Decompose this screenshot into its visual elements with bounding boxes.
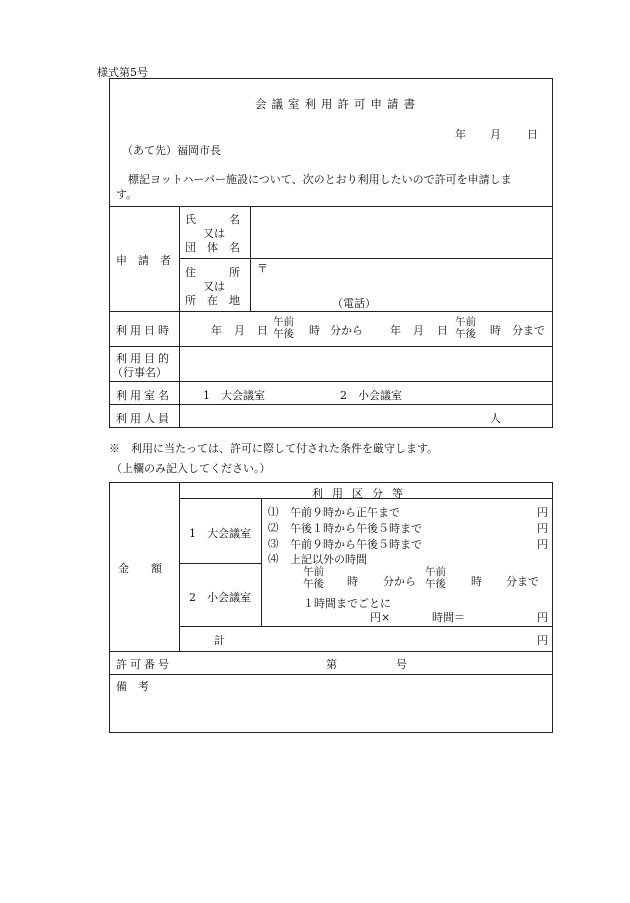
- fee-header: 利用区分等: [312, 487, 412, 500]
- fee-room-small: 2 小会議室: [189, 591, 251, 604]
- phone-label: （電話）: [332, 297, 376, 310]
- compliance-note: ※ 利用に当たっては、許可に際して付された条件を厳守します。: [109, 442, 439, 455]
- address-label-2: 又は: [203, 280, 225, 293]
- start-pm: 午後: [273, 328, 294, 340]
- divider: [179, 258, 553, 259]
- purpose-field[interactable]: [182, 348, 552, 380]
- start-month: 月: [234, 324, 245, 337]
- addressee: （あて先）福岡市長: [122, 144, 221, 157]
- fee-item-unit: 円: [537, 522, 548, 535]
- divider: [179, 626, 553, 627]
- fee-item-number: ⑷: [268, 553, 279, 565]
- name-label-1: 氏 名: [185, 213, 240, 226]
- name-label-3: 団 体 名: [185, 241, 240, 254]
- date-day: 日: [527, 128, 538, 141]
- persons-label: 利用人員: [116, 412, 172, 425]
- permit-dai: 第: [326, 658, 337, 671]
- purpose-label-1: 利用目的: [116, 352, 172, 365]
- fee-end-ampm: [425, 566, 446, 590]
- total-label: 計: [214, 634, 225, 647]
- date-month: 月: [490, 128, 501, 141]
- end-hour: 時: [490, 324, 501, 337]
- end-day: 日: [437, 324, 448, 337]
- fee-label: 金 額: [118, 562, 162, 575]
- divider: [110, 206, 553, 207]
- start-year: 年: [211, 324, 222, 337]
- divider: [110, 311, 553, 312]
- divider: [179, 563, 261, 564]
- divider: [110, 404, 553, 405]
- name-field[interactable]: [252, 208, 552, 257]
- hours-equals: 時間＝: [432, 611, 465, 624]
- fee-end-minute: 分まで: [506, 575, 539, 588]
- fee-start-minute: 分から: [383, 575, 416, 588]
- start-am: 午前: [273, 316, 294, 328]
- purpose-label-2: （行事名）: [112, 366, 167, 379]
- permit-label: 許可番号: [116, 658, 172, 671]
- fee-end-am: 午前: [425, 566, 446, 578]
- form-title: 会議室利用許可申請書: [255, 97, 420, 111]
- fee-item-unit: 円: [537, 506, 548, 519]
- fee-start-am: 午前: [303, 566, 324, 578]
- address-field[interactable]: [252, 260, 552, 310]
- address-label-3: 所 在 地: [185, 294, 240, 307]
- end-year: 年: [390, 324, 401, 337]
- divider: [110, 651, 553, 652]
- start-day: 日: [257, 324, 268, 337]
- date-year: 年: [455, 128, 466, 141]
- form-number: 様式第5号: [97, 66, 148, 79]
- room-option-large[interactable]: 1 大会議室: [203, 389, 265, 402]
- fee-room-large: 1 大会議室: [189, 527, 251, 540]
- fee-end-pm: 午後: [425, 578, 446, 590]
- end-month: 月: [413, 324, 424, 337]
- fee-item-number: ⑶: [268, 538, 279, 550]
- fee-end-hour: 時: [471, 575, 482, 588]
- divider: [261, 498, 262, 626]
- fill-note: （上欄のみ記入してください。）: [111, 462, 271, 475]
- fee-item-text: 午後１時から午後５時まで: [290, 522, 422, 535]
- fee-item-text: 上記以外の時間: [290, 553, 367, 566]
- postal-mark: 〒: [257, 262, 268, 275]
- fee-item-text: 午前９時から正午まで: [290, 506, 400, 519]
- fee-item-number: ⑴: [268, 506, 279, 518]
- start-minute: 分から: [330, 324, 363, 337]
- divider: [110, 674, 553, 675]
- yen-times: 円×: [370, 611, 391, 624]
- remarks-field[interactable]: [112, 694, 550, 730]
- total-unit: 円: [537, 634, 548, 647]
- per-hour-text: １時間までごとに: [303, 597, 391, 610]
- fee-start-pm: 午後: [303, 578, 324, 590]
- end-minute: 分まで: [512, 324, 545, 337]
- divider: [110, 346, 553, 347]
- fee-item-number: ⑵: [268, 522, 279, 534]
- name-label-2: 又は: [203, 227, 225, 240]
- start-hour: 時: [309, 324, 320, 337]
- intro-text-line2: す。: [116, 188, 138, 201]
- end-pm: 午後: [455, 328, 476, 340]
- fee-item-text: 午前９時から午後５時まで: [290, 538, 422, 551]
- fee-start-ampm: [303, 566, 324, 590]
- divider: [179, 206, 180, 428]
- datetime-label: 利用日時: [116, 324, 172, 337]
- fee-item-unit: 円: [537, 611, 548, 624]
- persons-unit: 人: [490, 412, 501, 425]
- end-am: 午前: [455, 316, 476, 328]
- intro-text-line1: 標記ヨットハーバー施設について、次のとおり利用したいので許可を申請しま: [128, 173, 512, 186]
- end-ampm: [455, 316, 476, 340]
- remarks-label: 備 考: [116, 680, 149, 693]
- start-ampm: [273, 316, 294, 340]
- fee-item-unit: 円: [537, 538, 548, 551]
- permit-go: 号: [396, 658, 407, 671]
- address-label-1: 住 所: [185, 266, 240, 279]
- fee-start-hour: 時: [347, 575, 358, 588]
- room-label: 利用室名: [116, 389, 172, 402]
- room-option-small[interactable]: 2 小会議室: [340, 389, 402, 402]
- divider: [110, 381, 553, 382]
- applicant-label: 申 請 者: [116, 254, 171, 267]
